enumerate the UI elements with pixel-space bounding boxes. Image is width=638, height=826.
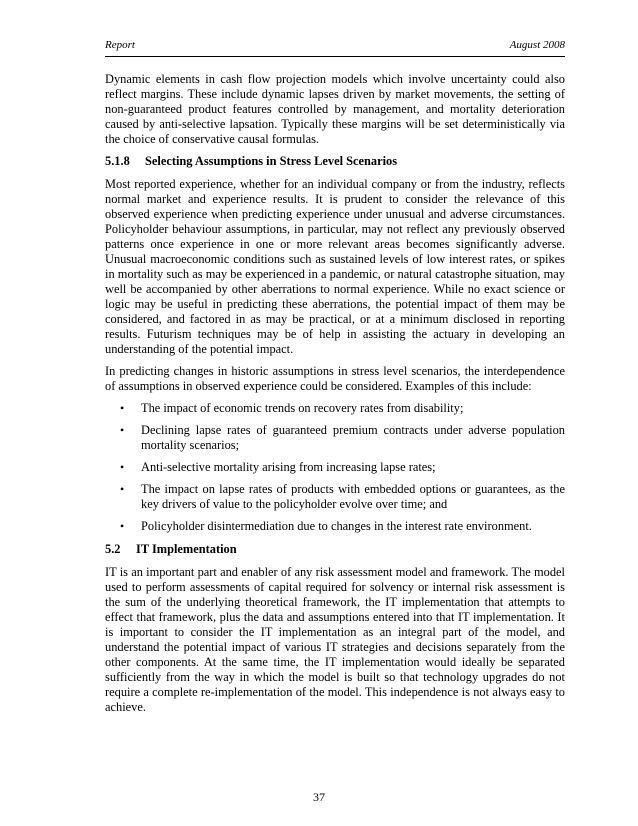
section-number: 5.2 [105,542,121,556]
header-rule [105,56,565,57]
header-left: Report [105,39,135,51]
list-item: • The impact on lapse rates of products with embedded options or guarantees, as the key drivers of value to the policyholder evolve over time; and [120,482,565,511]
page-number: 37 [313,790,325,804]
bullet-icon: • [120,519,125,533]
bullet-icon: • [120,482,125,496]
page-body [105,72,565,722]
section-heading-52 [105,542,565,557]
bullet-icon: • [120,423,125,437]
section-title: Selecting Assumptions in Stress Level Scenarios [145,154,398,168]
paragraph-interdependence: In predicting changes in historic assumptions in stress level scenarios, the interdependence of assumptions in observed experience could be considered. Examples of this include: [105,364,565,393]
list-item: • Policyholder disintermediation due to changes in the interest rate environment. [120,519,532,533]
bullet-icon: • [120,401,125,415]
page-header [105,39,565,51]
list-item: • Anti-selective mortality arising from increasing lapse rates; [120,460,436,474]
section-number: 5.1.8 [105,154,130,168]
paragraph-it-implementation: IT is an important part and enabler of any risk assessment model and framework. The model used to perform assessments of capital required for solvency or internal risk assessment is the sum of the underlying theoretical framework, the IT implementation that attempts to effect that framework, plus the data and assumptions entered into that IT implementation. It is important to consider the IT implementation as an integral part of the model, and understand the potential impact of various IT strategies and decisions separately from the other components. At the same time, the IT implementation would ideally be separated sufficiently from the way in which the model is built so that technology upgrades do not require a complete re-implementation of the model. This independence is not always easy to achieve. [105,565,565,714]
section-heading-518 [105,154,565,169]
paragraph-reported-experience: Most reported experience, whether for an individual company or from the industry, reflects normal market and experience results. It is prudent to consider the relevance of this observed experience when predicting experience under unusual and adverse circumstances. Policyholder behaviour assumptions, in particular, may not reflect any previously observed patterns once experience in one or more relevant areas becomes significantly adverse. Unusual macroeconomic conditions such as sustained levels of low interest rates, or spikes in mortality such as may be experienced in a pandemic, or natural catastrophe situation, may well be accompanied by other aberrations to normal experience. While no exact science or logic may be useful in predicting these aberrations, the potential impact of them may be considered, and factored in as may be practical, or at a minimum disclosed in reporting results. Futurism techniques may be of help in assisting the actuary in developing an understanding of the potential impact. [105,177,565,356]
paragraph-dynamic-elements: Dynamic elements in cash flow projection models which involve uncertainty could also reflect margins. These include dynamic lapses driven by market movements, the setting of non-guaranteed product features controlled by management, and mortality deterioration caused by anti-selective lapsation. Typically these margins will be set deterministically via the choice of conservative causal formulas. [105,72,565,146]
list-item: • The impact of economic trends on recovery rates from disability; [120,401,464,415]
bullet-icon: • [120,460,125,474]
section-title: IT Implementation [136,542,237,556]
header-right: August 2008 [509,39,565,51]
list-item: • Declining lapse rates of guaranteed premium contracts under adverse population mortality scenarios; [120,423,565,452]
bullet-list [105,401,565,534]
